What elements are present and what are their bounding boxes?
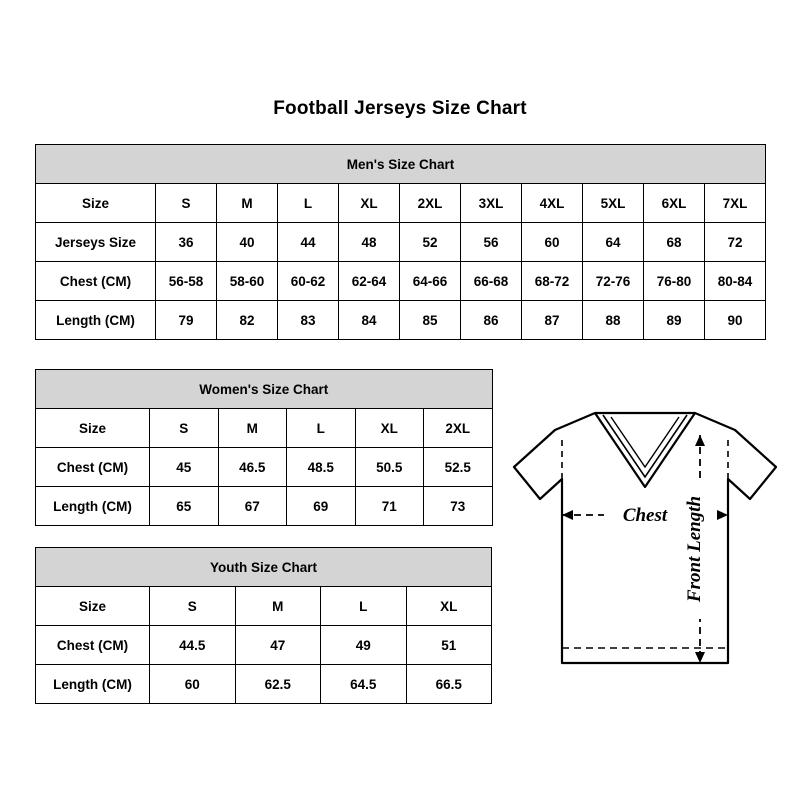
table-cell: 64-66 — [400, 262, 461, 301]
table-cell: 71 — [355, 487, 424, 526]
table-cell: 76-80 — [644, 262, 705, 301]
table-cell: 66-68 — [461, 262, 522, 301]
table-cell: 48.5 — [287, 448, 356, 487]
table-cell: 48 — [339, 223, 400, 262]
table-header-row — [36, 587, 492, 626]
table-cell: 87 — [522, 301, 583, 340]
table-cell: 86 — [461, 301, 522, 340]
table-cell: 88 — [583, 301, 644, 340]
table-cell: 50.5 — [355, 448, 424, 487]
table-cell: 46.5 — [218, 448, 287, 487]
page-title: Football Jerseys Size Chart — [273, 98, 527, 119]
mens-size-chart-table — [35, 144, 766, 340]
header-cell: S — [150, 587, 236, 626]
table-cell: 82 — [217, 301, 278, 340]
table-row — [36, 223, 766, 262]
table-row — [36, 487, 493, 526]
table-cell: 44 — [278, 223, 339, 262]
table-cell: 72-76 — [583, 262, 644, 301]
header-cell: Size — [36, 409, 150, 448]
table-cell: 56-58 — [156, 262, 217, 301]
header-cell: L — [287, 409, 356, 448]
chest-label: Chest — [622, 505, 668, 526]
table-caption-row — [36, 145, 766, 184]
youth-size-chart-section — [35, 547, 492, 704]
header-cell: M — [217, 184, 278, 223]
table-cell: 69 — [287, 487, 356, 526]
table-row — [36, 448, 493, 487]
header-cell: 5XL — [583, 184, 644, 223]
womens-size-chart-section — [35, 369, 493, 526]
header-cell: 6XL — [644, 184, 705, 223]
table-cell: 36 — [156, 223, 217, 262]
table-cell: 45 — [150, 448, 219, 487]
table-cell: 62-64 — [339, 262, 400, 301]
table-cell: 67 — [218, 487, 287, 526]
row-label: Chest (CM) — [36, 626, 150, 665]
shirt-measurement-diagram — [500, 395, 790, 695]
row-label: Chest (CM) — [36, 262, 156, 301]
table-cell: 85 — [400, 301, 461, 340]
womens-chart-caption: Women's Size Chart — [36, 370, 493, 409]
table-row — [36, 262, 766, 301]
mens-size-chart-section — [35, 144, 766, 340]
header-cell: L — [278, 184, 339, 223]
header-cell: XL — [339, 184, 400, 223]
table-cell: 44.5 — [150, 626, 236, 665]
youth-chart-caption: Youth Size Chart — [36, 548, 492, 587]
table-cell: 51 — [406, 626, 492, 665]
header-cell: 2XL — [424, 409, 493, 448]
header-cell: XL — [406, 587, 492, 626]
row-label: Length (CM) — [36, 665, 150, 704]
table-cell: 52.5 — [424, 448, 493, 487]
table-caption-row — [36, 370, 493, 409]
header-cell: 2XL — [400, 184, 461, 223]
header-cell: M — [235, 587, 321, 626]
front-length-label: Front Length — [684, 495, 705, 603]
table-cell: 68 — [644, 223, 705, 262]
header-cell: 3XL — [461, 184, 522, 223]
womens-size-chart-table — [35, 369, 493, 526]
header-cell: M — [218, 409, 287, 448]
table-header-row — [36, 184, 766, 223]
mens-chart-caption: Men's Size Chart — [36, 145, 766, 184]
table-cell: 60 — [150, 665, 236, 704]
header-cell: L — [321, 587, 407, 626]
table-cell: 56 — [461, 223, 522, 262]
table-cell: 52 — [400, 223, 461, 262]
table-header-row — [36, 409, 493, 448]
table-cell: 64 — [583, 223, 644, 262]
table-cell: 64.5 — [321, 665, 407, 704]
table-cell: 58-60 — [217, 262, 278, 301]
table-cell: 66.5 — [406, 665, 492, 704]
header-cell: S — [150, 409, 219, 448]
header-cell: S — [156, 184, 217, 223]
header-cell: Size — [36, 587, 150, 626]
header-cell: 4XL — [522, 184, 583, 223]
table-cell: 84 — [339, 301, 400, 340]
header-cell: XL — [355, 409, 424, 448]
header-cell: Size — [36, 184, 156, 223]
table-cell: 49 — [321, 626, 407, 665]
table-row — [36, 301, 766, 340]
table-cell: 73 — [424, 487, 493, 526]
table-cell: 65 — [150, 487, 219, 526]
table-cell: 40 — [217, 223, 278, 262]
row-label: Jerseys Size — [36, 223, 156, 262]
table-cell: 79 — [156, 301, 217, 340]
table-cell: 47 — [235, 626, 321, 665]
table-cell: 83 — [278, 301, 339, 340]
table-cell: 80-84 — [705, 262, 766, 301]
table-cell: 68-72 — [522, 262, 583, 301]
table-cell: 72 — [705, 223, 766, 262]
table-cell: 60 — [522, 223, 583, 262]
table-row — [36, 665, 492, 704]
table-cell: 90 — [705, 301, 766, 340]
youth-size-chart-table — [35, 547, 492, 704]
header-cell: 7XL — [705, 184, 766, 223]
table-caption-row — [36, 548, 492, 587]
row-label: Chest (CM) — [36, 448, 150, 487]
row-label: Length (CM) — [36, 301, 156, 340]
tshirt-outline-icon — [500, 395, 790, 695]
table-cell: 62.5 — [235, 665, 321, 704]
table-cell: 60-62 — [278, 262, 339, 301]
table-row — [36, 626, 492, 665]
row-label: Length (CM) — [36, 487, 150, 526]
table-cell: 89 — [644, 301, 705, 340]
